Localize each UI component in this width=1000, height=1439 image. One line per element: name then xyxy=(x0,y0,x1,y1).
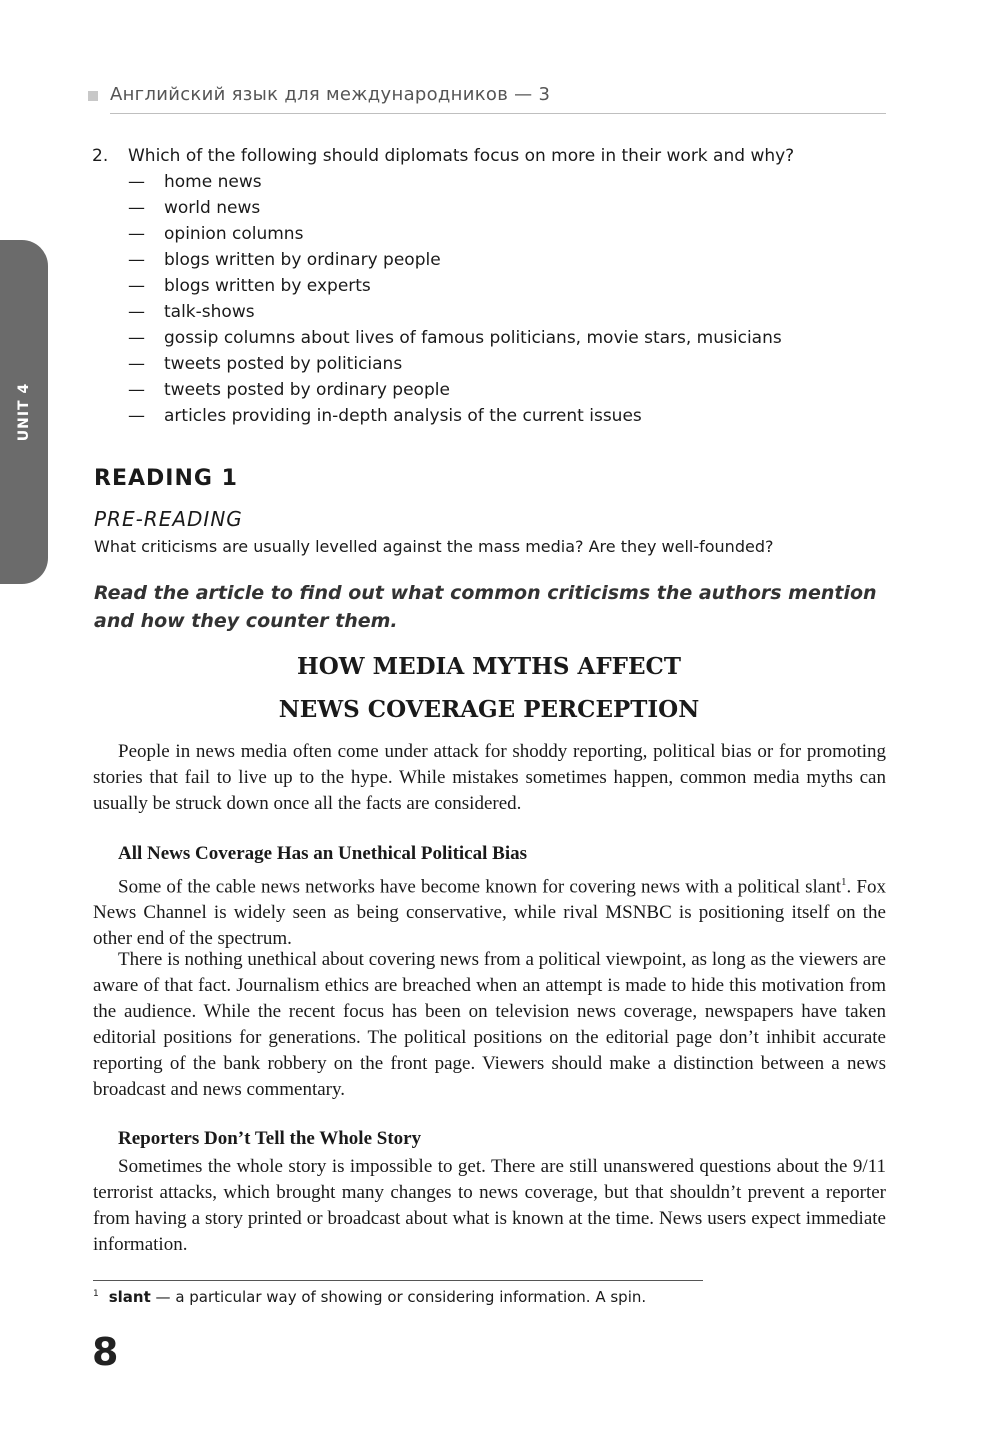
article-title xyxy=(94,645,884,731)
footnote xyxy=(93,1288,646,1306)
page-number: 8 xyxy=(92,1330,119,1374)
dash-marker: — xyxy=(128,328,145,348)
option-text: tweets posted by ordinary people xyxy=(164,380,450,400)
body-paragraph xyxy=(93,869,886,952)
article-title-line: HOW MEDIA MYTHS AFFECT xyxy=(297,653,681,680)
pre-reading-question: What criticisms are usually levelled against the mass media? Are they well-founded? xyxy=(94,537,774,556)
list-item xyxy=(128,172,782,198)
dash-marker: — xyxy=(128,406,145,426)
list-item xyxy=(128,276,782,302)
list-item xyxy=(128,406,782,432)
section-heading: Reporters Don’t Tell the Whole Story xyxy=(118,1128,422,1149)
paragraph-text: Some of the cable news networks have become known for covering news with a political slant xyxy=(118,876,842,898)
option-text: blogs written by experts xyxy=(164,276,371,296)
option-text: articles providing in-depth analysis of the current issues xyxy=(164,406,642,426)
dash-marker: — xyxy=(128,198,145,218)
list-item xyxy=(128,302,782,328)
pre-reading-heading: PRE-READING xyxy=(94,507,243,531)
header-marker-icon xyxy=(88,91,98,101)
question-text: Which of the following should diplomats focus on more in their work and why? xyxy=(128,146,795,166)
list-item xyxy=(128,250,782,276)
list-item xyxy=(128,380,782,406)
article-title-line: NEWS COVERAGE PERCEPTION xyxy=(278,696,700,723)
unit-side-tab xyxy=(0,240,48,584)
question-number: 2. xyxy=(92,146,109,166)
list-item xyxy=(128,354,782,380)
dash-marker: — xyxy=(128,172,145,192)
option-text: tweets posted by politicians xyxy=(164,354,403,374)
body-paragraph: Sometimes the whole story is impossible to get. There are still unanswered questions about the 9/11 terrorist attacks, which brought many changes to news coverage, but that shouldn’t prevent a reporter from having a story printed or broadcast about what is known at the time. News users expect immediate information. xyxy=(93,1156,886,1255)
paragraph-text: . Fox News Channel is widely seen as being conservative, while rival MSNBC is positioning itself on the other end of the spectrum. xyxy=(93,876,886,950)
dash-marker: — xyxy=(128,276,145,296)
option-text: gossip columns about lives of famous politicians, movie stars, musicians xyxy=(164,328,782,348)
reading-heading: READING 1 xyxy=(94,466,238,491)
header-rule xyxy=(110,113,886,114)
running-header xyxy=(88,84,886,114)
option-text: blogs written by ordinary people xyxy=(164,250,441,270)
option-text: home news xyxy=(164,172,262,192)
unit-label: UNIT 4 xyxy=(16,382,32,442)
list-item xyxy=(128,224,782,250)
footnote-definition: — a particular way of showing or considering information. A spin. xyxy=(150,1288,647,1306)
option-text: opinion columns xyxy=(164,224,304,244)
list-item xyxy=(128,198,782,224)
footnote-reference[interactable]: 1 xyxy=(841,876,847,888)
option-text: talk-shows xyxy=(164,302,255,322)
footnote-term: slant xyxy=(108,1288,151,1306)
option-list xyxy=(128,172,782,432)
footnote-rule xyxy=(93,1280,703,1281)
list-item xyxy=(128,328,782,354)
footnote-marker: 1 xyxy=(93,1289,99,1299)
book-title: Английский язык для международников — 3 xyxy=(110,84,551,105)
dash-marker: — xyxy=(128,250,145,270)
dash-marker: — xyxy=(128,354,145,374)
body-paragraph: There is nothing unethical about covering news from a political viewpoint, as long as the viewers are aware of that fact. Journalism ethics are breached when an attempt is made to hide this motivation from the audience. While the recent focus has been on television news coverage, newspapers have taken editorial positions for generations. The political positions on the editorial page don’t inhibit accurate reporting of the bank robbery on the front page. Viewers should make a distinction between a news broadcast and news commentary. xyxy=(93,949,886,1100)
dash-marker: — xyxy=(128,224,145,244)
section-heading: All News Coverage Has an Unethical Political Bias xyxy=(118,843,527,864)
reading-task: Read the article to find out what common criticisms the authors mention and how they counter them. xyxy=(94,582,877,632)
dash-marker: — xyxy=(128,380,145,400)
dash-marker: — xyxy=(128,302,145,322)
intro-paragraph: People in news media often come under attack for shoddy reporting, political bias or for promoting stories that fail to live up to the hype. While mistakes sometimes happen, common media myths can usually be struck down once all the facts are considered. xyxy=(93,741,886,814)
option-text: world news xyxy=(164,198,261,218)
